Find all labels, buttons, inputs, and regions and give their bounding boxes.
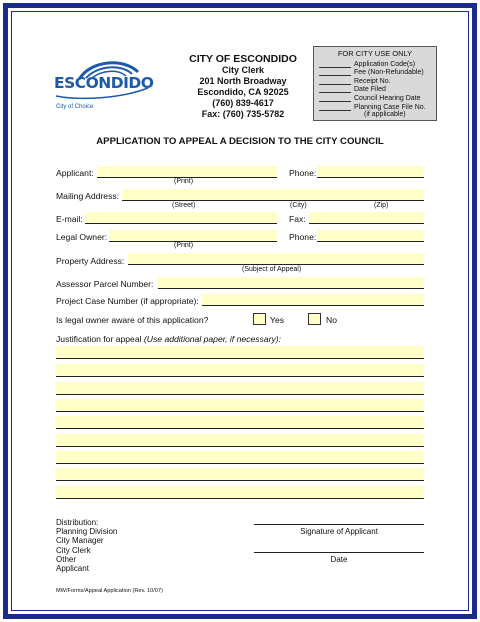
signature-label: Signature of Applicant [300,527,378,536]
form-title: APPLICATION TO APPEAL A DECISION TO THE CITY COUNCIL [96,136,384,147]
mailing-label: Mailing Address: [56,191,120,201]
date-label: Date [330,555,348,564]
justification-line[interactable] [56,434,424,447]
fax-label: Fax: [289,214,306,224]
city-name: CITY OF ESCONDIDO [189,53,297,65]
city-logo [52,56,152,126]
yes-label: Yes [270,315,285,325]
phone-field[interactable] [317,166,424,178]
mailing-address-field[interactable] [122,189,424,201]
zip-hint: (Zip) [374,202,389,209]
owner-phone-field[interactable] [317,230,424,242]
applicant-label: Applicant: [56,168,94,178]
signature-line[interactable] [254,524,424,525]
logo-wordmark: ESCONDIDO [54,74,154,92]
case-number-field[interactable] [202,294,424,306]
date-line[interactable] [254,552,424,553]
city-use-title: FOR CITY USE ONLY [337,49,413,58]
city-use-row: Receipt No. [314,76,436,85]
email-label: E-mail: [56,214,83,224]
property-address-field[interactable] [128,253,424,265]
street-hint: (Street) [172,202,196,209]
no-label: No [326,315,337,325]
city-state-zip: Escondido, CA 92025 [197,87,289,97]
property-hint: (Subject of Appeal) [242,266,302,273]
justification-title: Justification for appeal [56,334,142,344]
justification-line[interactable] [56,399,424,412]
justification-label [56,334,281,344]
justification-note: (Use additional paper, if necessary): [143,334,281,344]
justification-line[interactable] [56,364,424,377]
email-field[interactable] [85,212,277,224]
city-use-sub: (if applicable) [364,110,406,118]
distribution-item: Planning Division [56,527,118,537]
justification-line[interactable] [56,486,424,499]
owner-phone-label: Phone: [289,232,317,242]
justification-line[interactable] [56,346,424,359]
property-label: Property Address: [56,256,125,266]
city-use-row: Fee (Non-Refundable) [314,68,436,77]
distribution-item: City Clerk [56,545,91,555]
aware-label: Is legal owner aware of this application? [56,315,209,325]
phone-number: (760) 839-4617 [212,98,274,108]
justification-line[interactable] [56,468,424,481]
applicant-field[interactable] [97,166,277,178]
justification-line[interactable] [56,382,424,395]
dept-name: City Clerk [221,65,265,75]
city-use-row: Planning Case File No. [314,102,436,111]
distribution-item: Other [56,554,77,564]
fax-number: Fax: (760) 735-5782 [201,109,285,119]
owner-hint: (Print) [174,242,194,249]
distribution-item: Applicant [56,564,89,574]
justification-line[interactable] [56,451,424,464]
logo-tagline: City of Choice [56,104,94,110]
parcel-number-field[interactable] [158,277,424,289]
distribution-list [56,518,117,573]
owner-label: Legal Owner: [56,232,108,242]
distribution-item: City Manager [56,536,104,546]
case-label: Project Case Number (if appropriate): [56,296,199,306]
form-revision: MW/Forms/Appeal Application (Rev. 10/07) [56,588,163,594]
city-use-row: Council Hearing Date [314,93,436,102]
city-use-row: Date Filed [314,85,436,94]
yes-checkbox[interactable] [253,313,266,325]
legal-owner-field[interactable] [109,230,277,242]
city-use-box [313,46,437,121]
city-use-row: Application Code(s) [314,59,436,68]
fax-field[interactable] [309,212,424,224]
no-checkbox[interactable] [308,313,321,325]
city-header [168,53,318,120]
distribution-title: Distribution: [56,518,99,527]
applicant-hint: (Print) [174,178,194,185]
street-address: 201 North Broadway [199,76,287,86]
parcel-label: Assessor Parcel Number: [56,279,154,289]
phone-label: Phone: [289,168,317,178]
city-hint: (City) [290,202,307,209]
justification-line[interactable] [56,416,424,429]
